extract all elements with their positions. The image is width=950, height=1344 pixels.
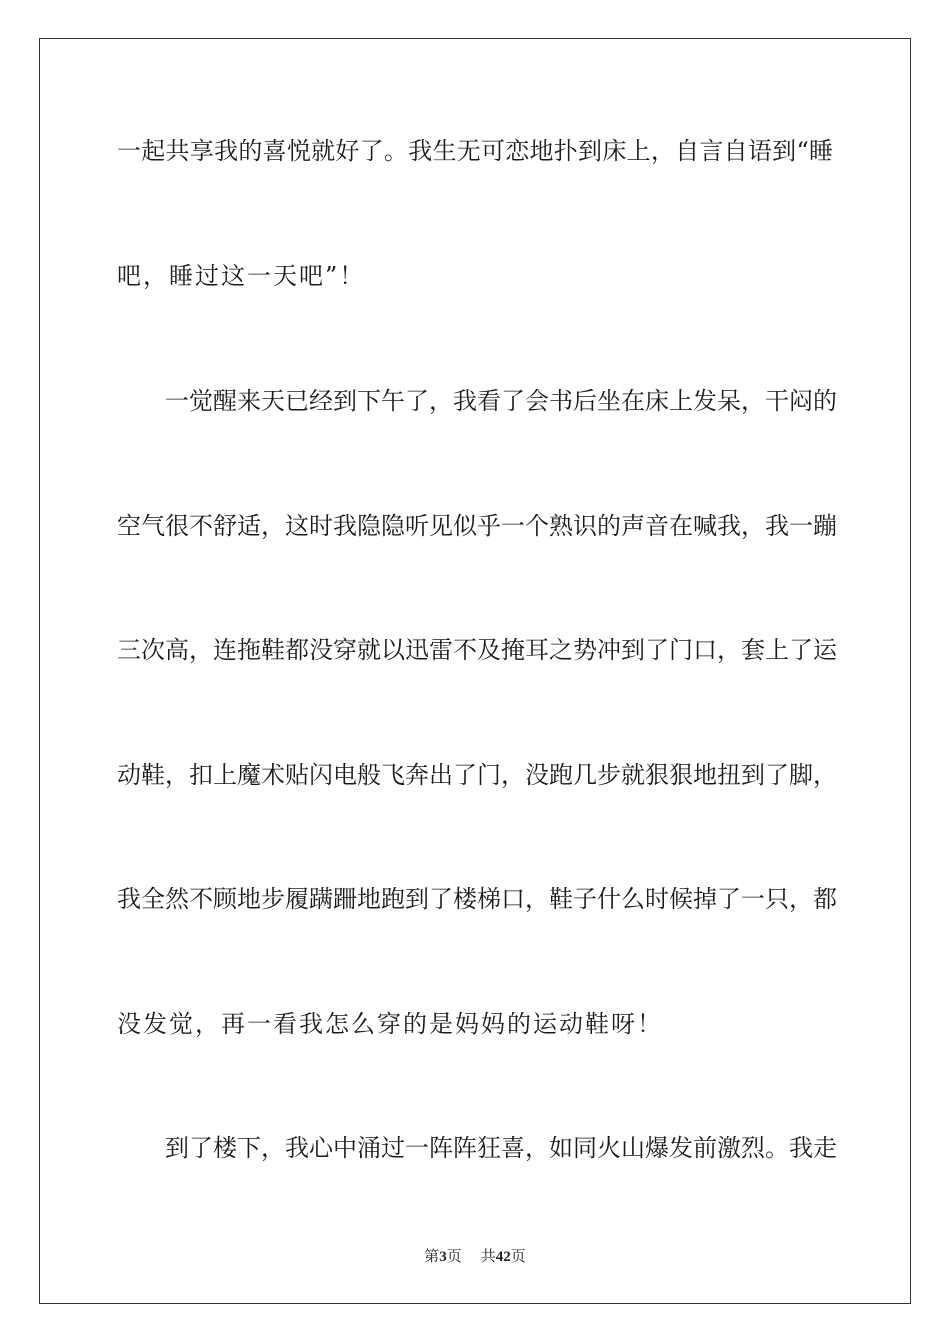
text-line: 一起共享我的喜悦就好了。我生无可恋地扑到床上，自言自语到“睡 <box>117 137 833 165</box>
text-line: 空气很不舒适，这时我隐隐听见似乎一个熟识的声音在喊我，我一蹦 <box>117 512 837 540</box>
paragraph-first-line: 到了楼下，我心中涌过一阵阵狂喜，如同火山爆发前激烈。我走 <box>165 1134 837 1162</box>
page-border <box>39 38 911 1304</box>
total-prefix: 共 <box>480 1247 496 1265</box>
total-pages: 42 <box>495 1249 511 1265</box>
text-line: 我全然不顾地步履蹒跚地跑到了楼梯口，鞋子什么时候掉了一只，都 <box>117 885 837 913</box>
text-line: 动鞋，扣上魔术贴闪电般飞奔出了门，没跑几步就狠狠地扭到了脚， <box>117 761 837 789</box>
page-prefix: 第 <box>424 1247 440 1265</box>
text-line: 三次高，连拖鞋都没穿就以迅雷不及掩耳之势冲到了门口，套上了运 <box>117 636 837 664</box>
text-line: 没发觉，再一看我怎么穿的是妈妈的运动鞋呀！ <box>117 1010 663 1038</box>
page-number: 3 <box>439 1249 447 1265</box>
paragraph-first-line: 一觉醒来天已经到下午了，我看了会书后坐在床上发呆，干闷的 <box>165 387 837 415</box>
text-line: 吧，睡过这一天吧”！ <box>117 262 366 290</box>
page-suffix: 页 <box>446 1247 462 1265</box>
total-suffix: 页 <box>510 1247 526 1265</box>
page-footer <box>0 1246 950 1267</box>
